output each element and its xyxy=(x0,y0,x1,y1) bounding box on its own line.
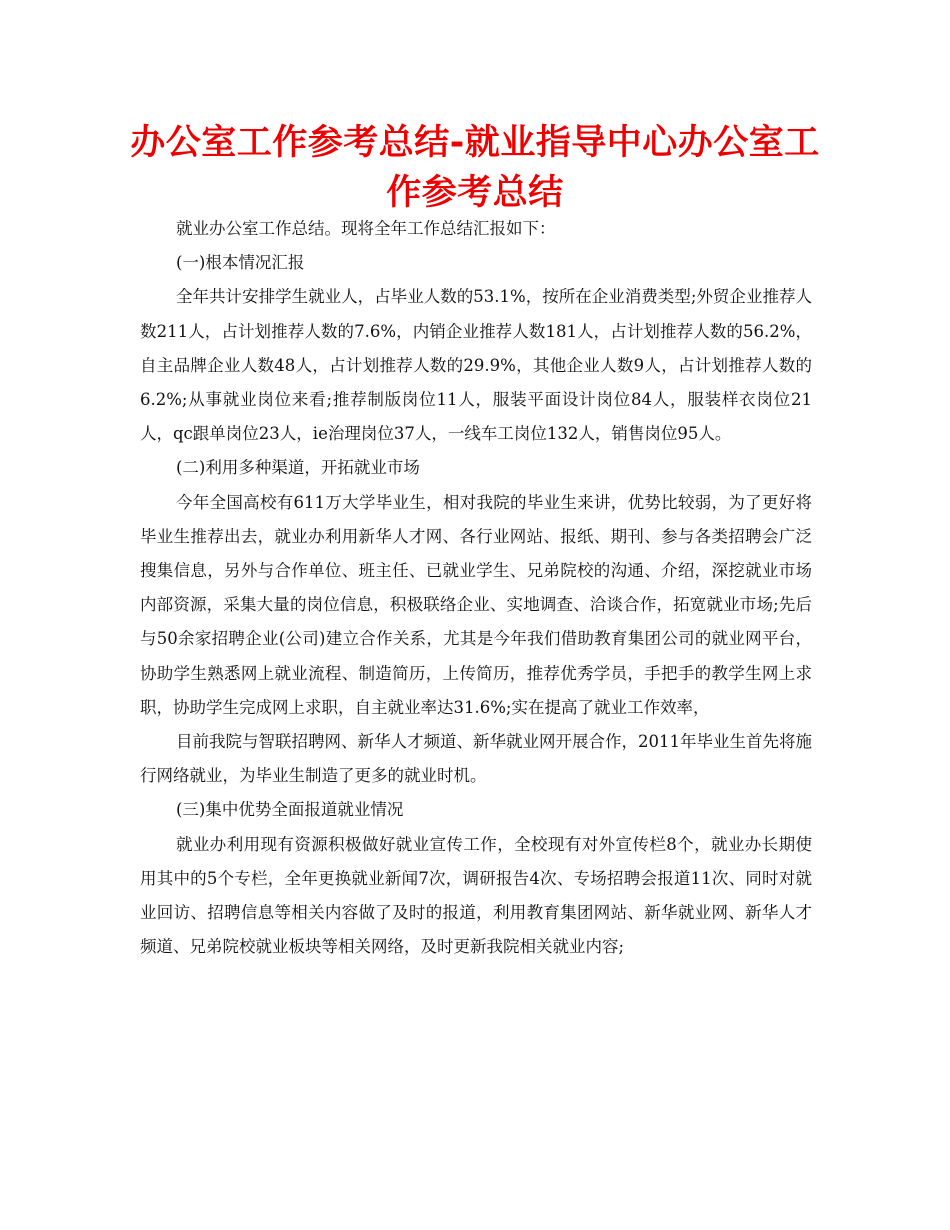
paragraph-channels: 今年全国高校有611万大学毕业生，相对我院的毕业生来讲，优势比较弱，为了更好将毕业生推荐出去，就业办利用新华人才网、各行业网站、报纸、期刊、参与各类招聘会广泛搜集信息，另外与合作单位、班主任、已就业学生、兄弟院校的沟通、介绍，深挖就业市场内部资源，采集大量的岗位信息，积极联络企业、实地调查、洽谈合作，拓宽就业市场;先后与50余家招聘企业(公司)建立合作关系，尤其是今年我们借助教育集团公司的就业网平台，协助学生熟悉网上就业流程、制造简历，上传简历，推荐优秀学员，手把手的教学生网上求职，协助学生完成网上求职，自主就业率达31.6%;实在提高了就业工作效率， xyxy=(140,492,812,717)
section-heading-2: (二)利用多种渠道，开拓就业市场 xyxy=(176,458,420,478)
paragraph-publicity: 就业办利用现有资源积极做好就业宣传工作，全校现有对外宣传栏8个，就业办长期使用其中的5个专栏，全年更换就业新闻7次，调研报告4次、专场招聘会报道11次、同时对就业回访、招聘信息等相关内容做了及时的报道，利用教育集团网站、新华就业网、新华人才频道、兄弟院校就业板块等相关网络，及时更新我院相关就业内容; xyxy=(140,834,812,957)
paragraph-employment-stats: 全年共计安排学生就业人，占毕业人数的53.1%，按所在企业消费类型;外贸企业推荐人数211人，占计划推荐人数的7.6%，内销企业推荐人数181人，占计划推荐人数的56.2%，自主品牌企业人数48人，占计划推荐人数的29.9%，其他企业人数9人，占计划推荐人数的6.2%;从事就业岗位来看;推荐制版岗位11人，服装平面设计岗位84人，服装样衣岗位21人，qc跟单岗位23人，ie治理岗位37人，一线车工岗位132人，销售岗位95人。 xyxy=(140,287,812,444)
document-title: 办公室工作参考总结-就业指导中心办公室工作参考总结 xyxy=(130,123,820,213)
section-heading-3: (三)集中优势全面报道就业情况 xyxy=(176,800,404,820)
paragraph-partnerships: 目前我院与智联招聘网、新华人才频道、新华就业网开展合作，2011年毕业生首先将施行网络就业，为毕业生制造了更多的就业时机。 xyxy=(140,732,812,786)
paragraph-intro: 就业办公室工作总结。现将全年工作总结汇报如下： xyxy=(176,219,556,238)
section-heading-1: (一)根本情况汇报 xyxy=(176,253,305,273)
document-body xyxy=(140,212,812,964)
